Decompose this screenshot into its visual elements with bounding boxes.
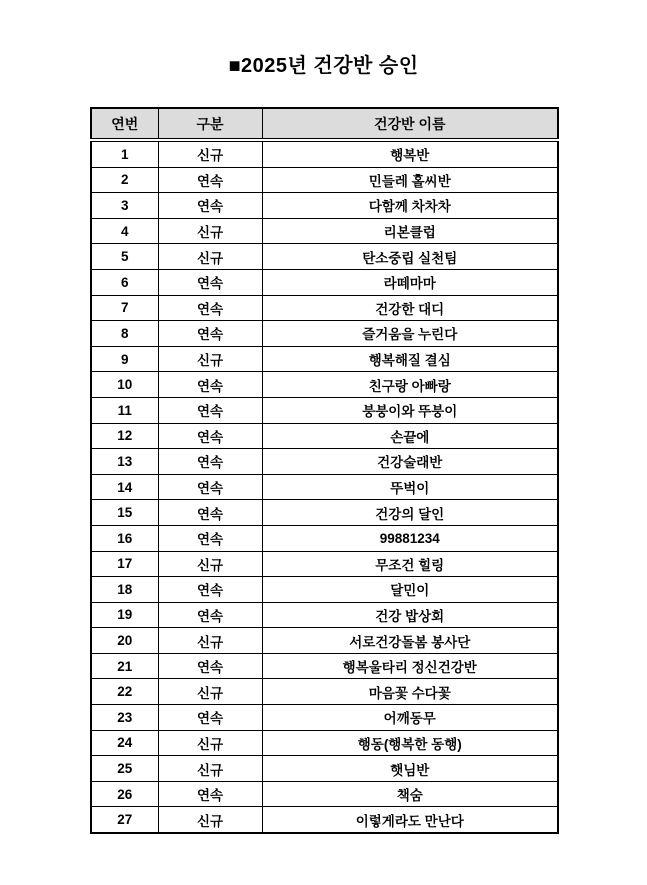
cell-class-name: 뚜벅이 [262, 474, 558, 500]
cell-class-name: 행복반 [262, 140, 558, 167]
column-header-category: 구분 [158, 108, 262, 140]
cell-number: 2 [91, 167, 158, 193]
cell-number: 20 [91, 628, 158, 654]
cell-class-name: 마음꽃 수다꽃 [262, 679, 558, 705]
cell-category: 신규 [158, 244, 262, 270]
cell-number: 12 [91, 423, 158, 449]
table-row [91, 372, 558, 398]
table-row [91, 756, 558, 782]
table-row [91, 167, 558, 193]
table-row [91, 551, 558, 577]
table-row [91, 679, 558, 705]
approval-table [90, 107, 559, 834]
cell-category: 신규 [158, 628, 262, 654]
cell-class-name: 행복울타리 정신건강반 [262, 653, 558, 679]
cell-number: 19 [91, 602, 158, 628]
cell-category: 신규 [158, 730, 262, 756]
table-row [91, 321, 558, 347]
cell-category: 연속 [158, 602, 262, 628]
cell-class-name: 행복해질 결심 [262, 346, 558, 372]
cell-category: 연속 [158, 449, 262, 475]
cell-class-name: 햇님반 [262, 756, 558, 782]
cell-class-name: 이렇게라도 만난다 [262, 807, 558, 833]
table-row [91, 705, 558, 731]
cell-category: 신규 [158, 679, 262, 705]
cell-number: 4 [91, 218, 158, 244]
cell-category: 신규 [158, 551, 262, 577]
cell-class-name: 건강술래반 [262, 449, 558, 475]
column-header-class-name: 건강반 이름 [262, 108, 558, 140]
cell-class-name: 건강한 대디 [262, 295, 558, 321]
cell-class-name: 리본클럽 [262, 218, 558, 244]
table-row [91, 602, 558, 628]
cell-category: 연속 [158, 295, 262, 321]
cell-category: 연속 [158, 423, 262, 449]
cell-class-name: 99881234 [262, 525, 558, 551]
table-row [91, 397, 558, 423]
cell-class-name: 다함께 차차차 [262, 193, 558, 219]
cell-category: 연속 [158, 474, 262, 500]
table-row [91, 474, 558, 500]
cell-category: 연속 [158, 500, 262, 526]
cell-category: 연속 [158, 193, 262, 219]
cell-class-name: 친구랑 아빠랑 [262, 372, 558, 398]
cell-number: 22 [91, 679, 158, 705]
cell-class-name: 건강 밥상회 [262, 602, 558, 628]
table-row [91, 781, 558, 807]
cell-category: 연속 [158, 321, 262, 347]
cell-category: 연속 [158, 525, 262, 551]
table-row [91, 730, 558, 756]
cell-number: 18 [91, 577, 158, 603]
cell-category: 신규 [158, 218, 262, 244]
cell-category: 연속 [158, 577, 262, 603]
cell-number: 11 [91, 397, 158, 423]
cell-number: 8 [91, 321, 158, 347]
table-row [91, 525, 558, 551]
cell-number: 27 [91, 807, 158, 833]
cell-class-name: 무조건 힐링 [262, 551, 558, 577]
cell-number: 1 [91, 140, 158, 167]
table-row [91, 807, 558, 833]
cell-category: 연속 [158, 397, 262, 423]
cell-number: 16 [91, 525, 158, 551]
cell-number: 5 [91, 244, 158, 270]
cell-category: 연속 [158, 167, 262, 193]
table-row [91, 423, 558, 449]
table-row [91, 500, 558, 526]
cell-class-name: 탄소중립 실천팀 [262, 244, 558, 270]
cell-category: 연속 [158, 653, 262, 679]
cell-number: 25 [91, 756, 158, 782]
cell-number: 9 [91, 346, 158, 372]
cell-number: 14 [91, 474, 158, 500]
cell-number: 3 [91, 193, 158, 219]
table-row [91, 295, 558, 321]
cell-class-name: 민들레 홀씨반 [262, 167, 558, 193]
cell-number: 7 [91, 295, 158, 321]
cell-category: 신규 [158, 140, 262, 167]
cell-category: 연속 [158, 269, 262, 295]
table-row [91, 218, 558, 244]
cell-number: 6 [91, 269, 158, 295]
cell-number: 24 [91, 730, 158, 756]
cell-number: 10 [91, 372, 158, 398]
cell-class-name: 서로건강돌봄 봉사단 [262, 628, 558, 654]
table-row [91, 449, 558, 475]
table-header-row [91, 108, 558, 140]
cell-number: 13 [91, 449, 158, 475]
cell-number: 21 [91, 653, 158, 679]
cell-class-name: 즐거움을 누린다 [262, 321, 558, 347]
cell-category: 신규 [158, 807, 262, 833]
cell-class-name: 붕붕이와 뚜붕이 [262, 397, 558, 423]
cell-class-name: 행동(행복한 동행) [262, 730, 558, 756]
cell-category: 신규 [158, 756, 262, 782]
table-row [91, 346, 558, 372]
table-row [91, 244, 558, 270]
cell-number: 17 [91, 551, 158, 577]
cell-number: 15 [91, 500, 158, 526]
table-row [91, 628, 558, 654]
cell-category: 연속 [158, 372, 262, 398]
cell-class-name: 손끝에 [262, 423, 558, 449]
table-row [91, 193, 558, 219]
cell-number: 26 [91, 781, 158, 807]
cell-category: 연속 [158, 781, 262, 807]
table-row [91, 269, 558, 295]
page-title: ■2025년 건강반 승인 [228, 55, 419, 77]
cell-class-name: 라떼마마 [262, 269, 558, 295]
table-row [91, 653, 558, 679]
cell-category: 신규 [158, 346, 262, 372]
cell-class-name: 책숨 [262, 781, 558, 807]
table-row [91, 577, 558, 603]
column-header-number: 연번 [91, 108, 158, 140]
table-row [91, 140, 558, 167]
cell-category: 연속 [158, 705, 262, 731]
cell-class-name: 어깨동무 [262, 705, 558, 731]
cell-class-name: 달민이 [262, 577, 558, 603]
cell-number: 23 [91, 705, 158, 731]
cell-class-name: 건강의 달인 [262, 500, 558, 526]
